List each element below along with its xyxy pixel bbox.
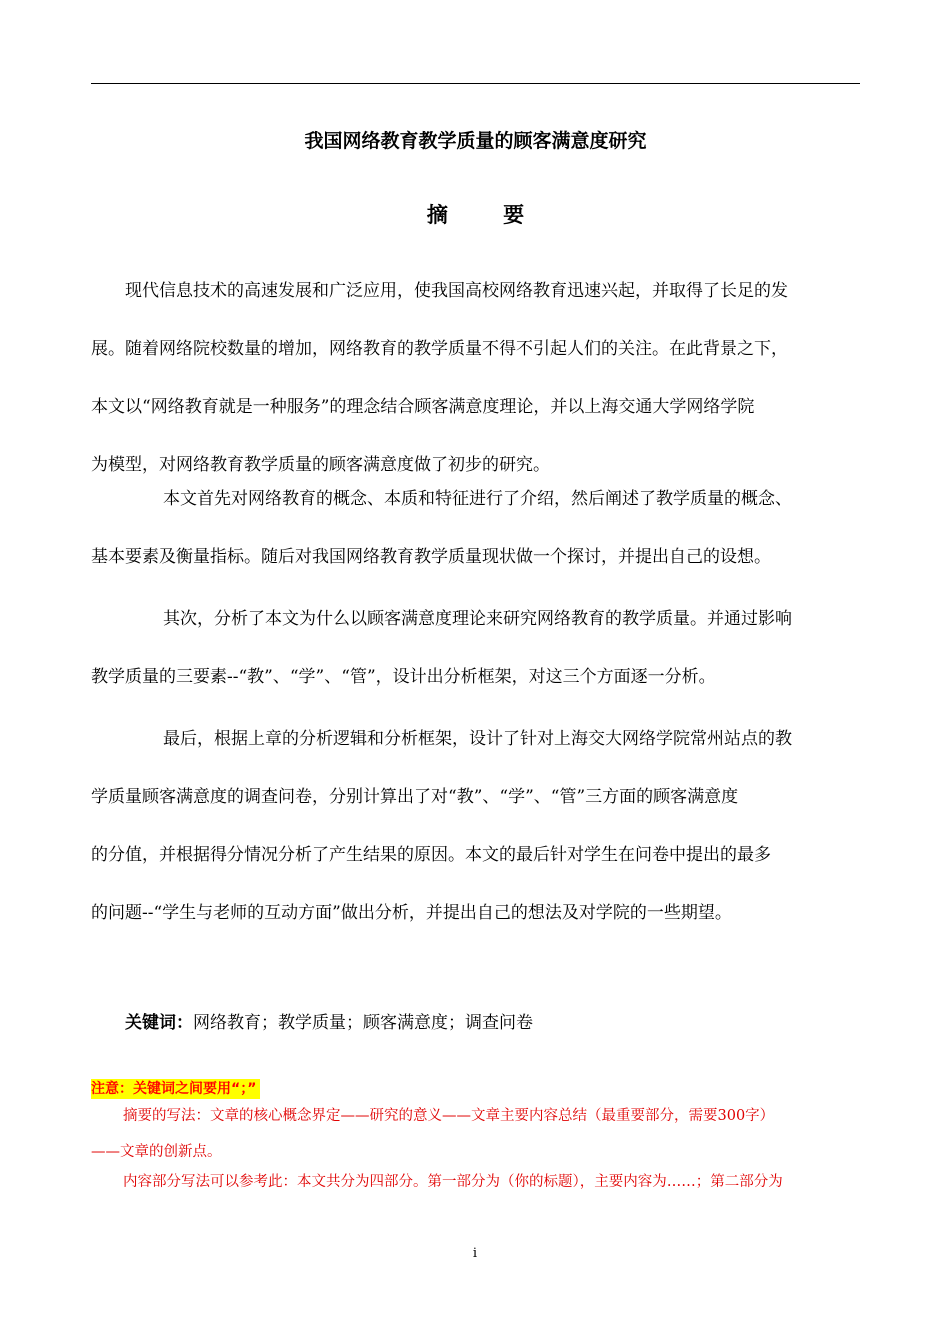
abstract-heading: 摘 要 [426,203,549,227]
paragraph-line: 本文以“网络教育就是一种服务”的理念结合顾客满意度理论，并以上海交通大学网络学院 [91,397,755,417]
keywords-line [125,1010,533,1036]
header-rule [91,83,860,84]
paragraph-line: 的分值，并根据得分情况分析了产生结果的原因。本文的最后针对学生在问卷中提出的最多 [91,845,771,865]
paragraph-line: 本文首先对网络教育的概念、本质和特征进行了介绍，然后阐述了教学质量的概念、 [163,489,792,509]
paragraph-line: 的问题--“学生与老师的互动方面”做出分析，并提出自己的想法及对学院的一些期望。 [91,903,732,923]
paragraph-line: 为模型，对网络教育教学质量的顾客满意度做了初步的研究。 [91,455,550,475]
keywords-label: 关键词： [125,1013,193,1033]
abstract-paragraph-2 [91,470,861,586]
abstract-paragraph-3 [91,590,861,706]
paragraph-line: 教学质量的三要素--“教”、“学”、“管”，设计出分析框架，对这三个方面逐一分析。 [91,667,716,687]
paragraph-line: 展。随着网络院校数量的增加，网络教育的教学质量不得不引起人们的关注。在此背景之下， [91,339,788,359]
abstract-paragraph-4 [91,710,861,942]
guidance-line: ——文章的创新点。 [91,1144,222,1160]
guidance-line: 摘要的写法：文章的核心概念界定——研究的意义——文章主要内容总结（最重要部分，需要300字） [123,1108,775,1124]
guidance-line: 内容部分写法可以参考此：本文共分为四部分。第一部分为（你的标题），主要内容为……；第二部分为 [123,1174,783,1190]
paragraph-line: 基本要素及衡量指标。随后对我国网络教育教学质量现状做一个探讨，并提出自己的设想。 [91,547,771,567]
keyword-format-note: 注意：关键词之间要用“；” [91,1079,260,1099]
keywords-value: 网络教育；教学质量；顾客满意度；调查问卷 [193,1013,533,1033]
paragraph-line: 其次，分析了本文为什么以顾客满意度理论来研究网络教育的教学质量。并通过影响 [163,609,792,629]
page-number: i [472,1246,478,1261]
guidance-paragraph-1 [91,1098,861,1170]
document-title: 我国网络教育教学质量的顾客满意度研究 [304,130,647,152]
guidance-paragraph-2 [91,1164,861,1200]
paragraph-line: 学质量顾客满意度的调查问卷，分别计算出了对“教”、“学”、“管”三方面的顾客满意度 [91,787,739,807]
paragraph-line: 现代信息技术的高速发展和广泛应用，使我国高校网络教育迅速兴起，并取得了长足的发 [125,281,788,301]
paragraph-line: 最后，根据上章的分析逻辑和分析框架，设计了针对上海交大网络学院常州站点的教 [163,729,792,749]
abstract-paragraph-1 [91,262,861,494]
